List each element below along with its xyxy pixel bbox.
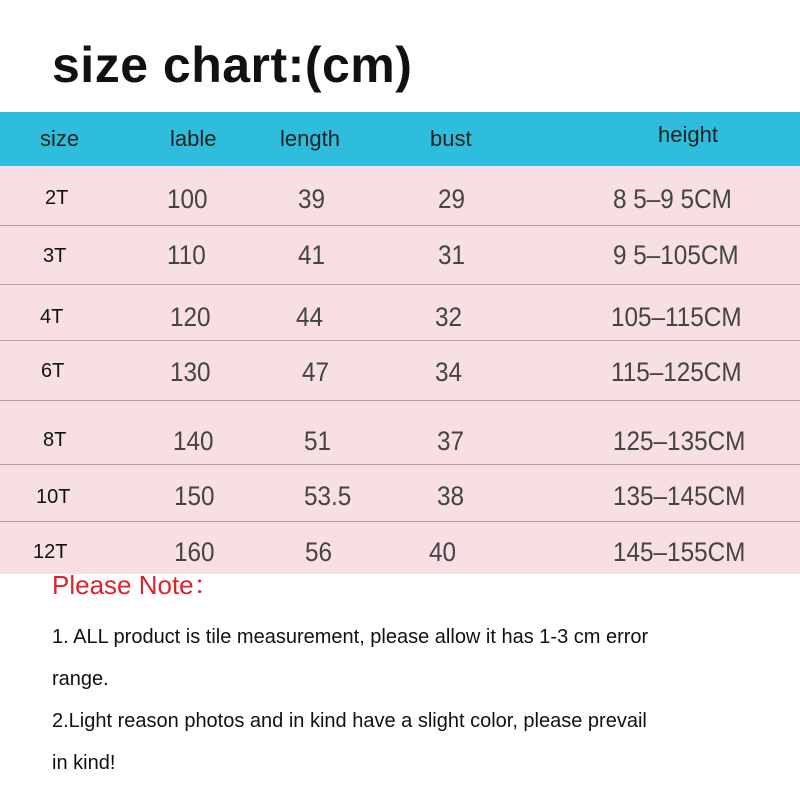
table-cell-height: 125–135CM [613, 426, 746, 456]
table-cell-lable: 130 [170, 357, 211, 387]
table-cell-length: 47 [302, 357, 330, 387]
table-cell-height: 115–125CM [611, 357, 742, 387]
table-cell-size: 2T [45, 187, 69, 209]
table-cell-lable: 100 [167, 184, 208, 214]
table-cell-lable: 140 [173, 426, 214, 456]
table-cell-lable: 160 [174, 537, 215, 567]
header-size: size [40, 126, 80, 151]
table-cell-length: 41 [298, 240, 326, 270]
table-cell-bust: 37 [437, 426, 465, 456]
row-divider [0, 464, 800, 465]
table-cell-size: 10T [36, 486, 71, 508]
note-line: in kind! [52, 752, 116, 774]
note-line: range. [52, 668, 109, 690]
note-line: 1. ALL product is tile measurement, please allow it has 1-3 cm error [52, 626, 649, 648]
table-cell-size: 8T [43, 429, 67, 451]
row-divider [0, 400, 800, 401]
table-cell-lable: 120 [170, 302, 211, 332]
table-cell-length: 39 [298, 184, 326, 214]
table-cell-length: 51 [304, 426, 332, 456]
row-divider [0, 521, 800, 522]
table-cell-height: 8 5–9 5CM [613, 184, 732, 214]
table-cell-lable: 150 [174, 481, 215, 511]
table-cell-size: 12T [33, 541, 68, 563]
table-cell-lable: 110 [167, 240, 206, 270]
header-lable: lable [170, 126, 217, 151]
row-divider [0, 284, 800, 285]
table-cell-length: 53.5 [304, 481, 352, 511]
table-cell-height: 9 5–105CM [613, 240, 739, 270]
row-divider [0, 225, 800, 226]
table-cell-bust: 32 [435, 302, 463, 332]
table-cell-length: 56 [305, 537, 333, 567]
header-length: length [280, 126, 340, 151]
table-cell-height: 145–155CM [613, 537, 746, 567]
table-cell-height: 135–145CM [613, 481, 746, 511]
table-cell-bust: 34 [435, 357, 463, 387]
table-cell-size: 6T [41, 360, 65, 382]
table-cell-bust: 40 [429, 537, 457, 567]
table-cell-height: 105–115CM [611, 302, 742, 332]
note-line: 2.Light reason photos and in kind have a slight color, please prevail [52, 710, 647, 732]
row-divider [0, 340, 800, 341]
table-cell-size: 4T [40, 306, 64, 328]
header-height: height [658, 122, 718, 147]
page-title: size chart:(cm) [52, 37, 413, 93]
header-bust: bust [430, 126, 472, 151]
table-cell-size: 3T [43, 245, 67, 267]
table-cell-length: 44 [296, 302, 324, 332]
table-cell-bust: 29 [438, 184, 466, 214]
table-cell-bust: 31 [438, 240, 466, 270]
table-cell-bust: 38 [437, 481, 465, 511]
note-title: Please Note： [52, 570, 220, 600]
